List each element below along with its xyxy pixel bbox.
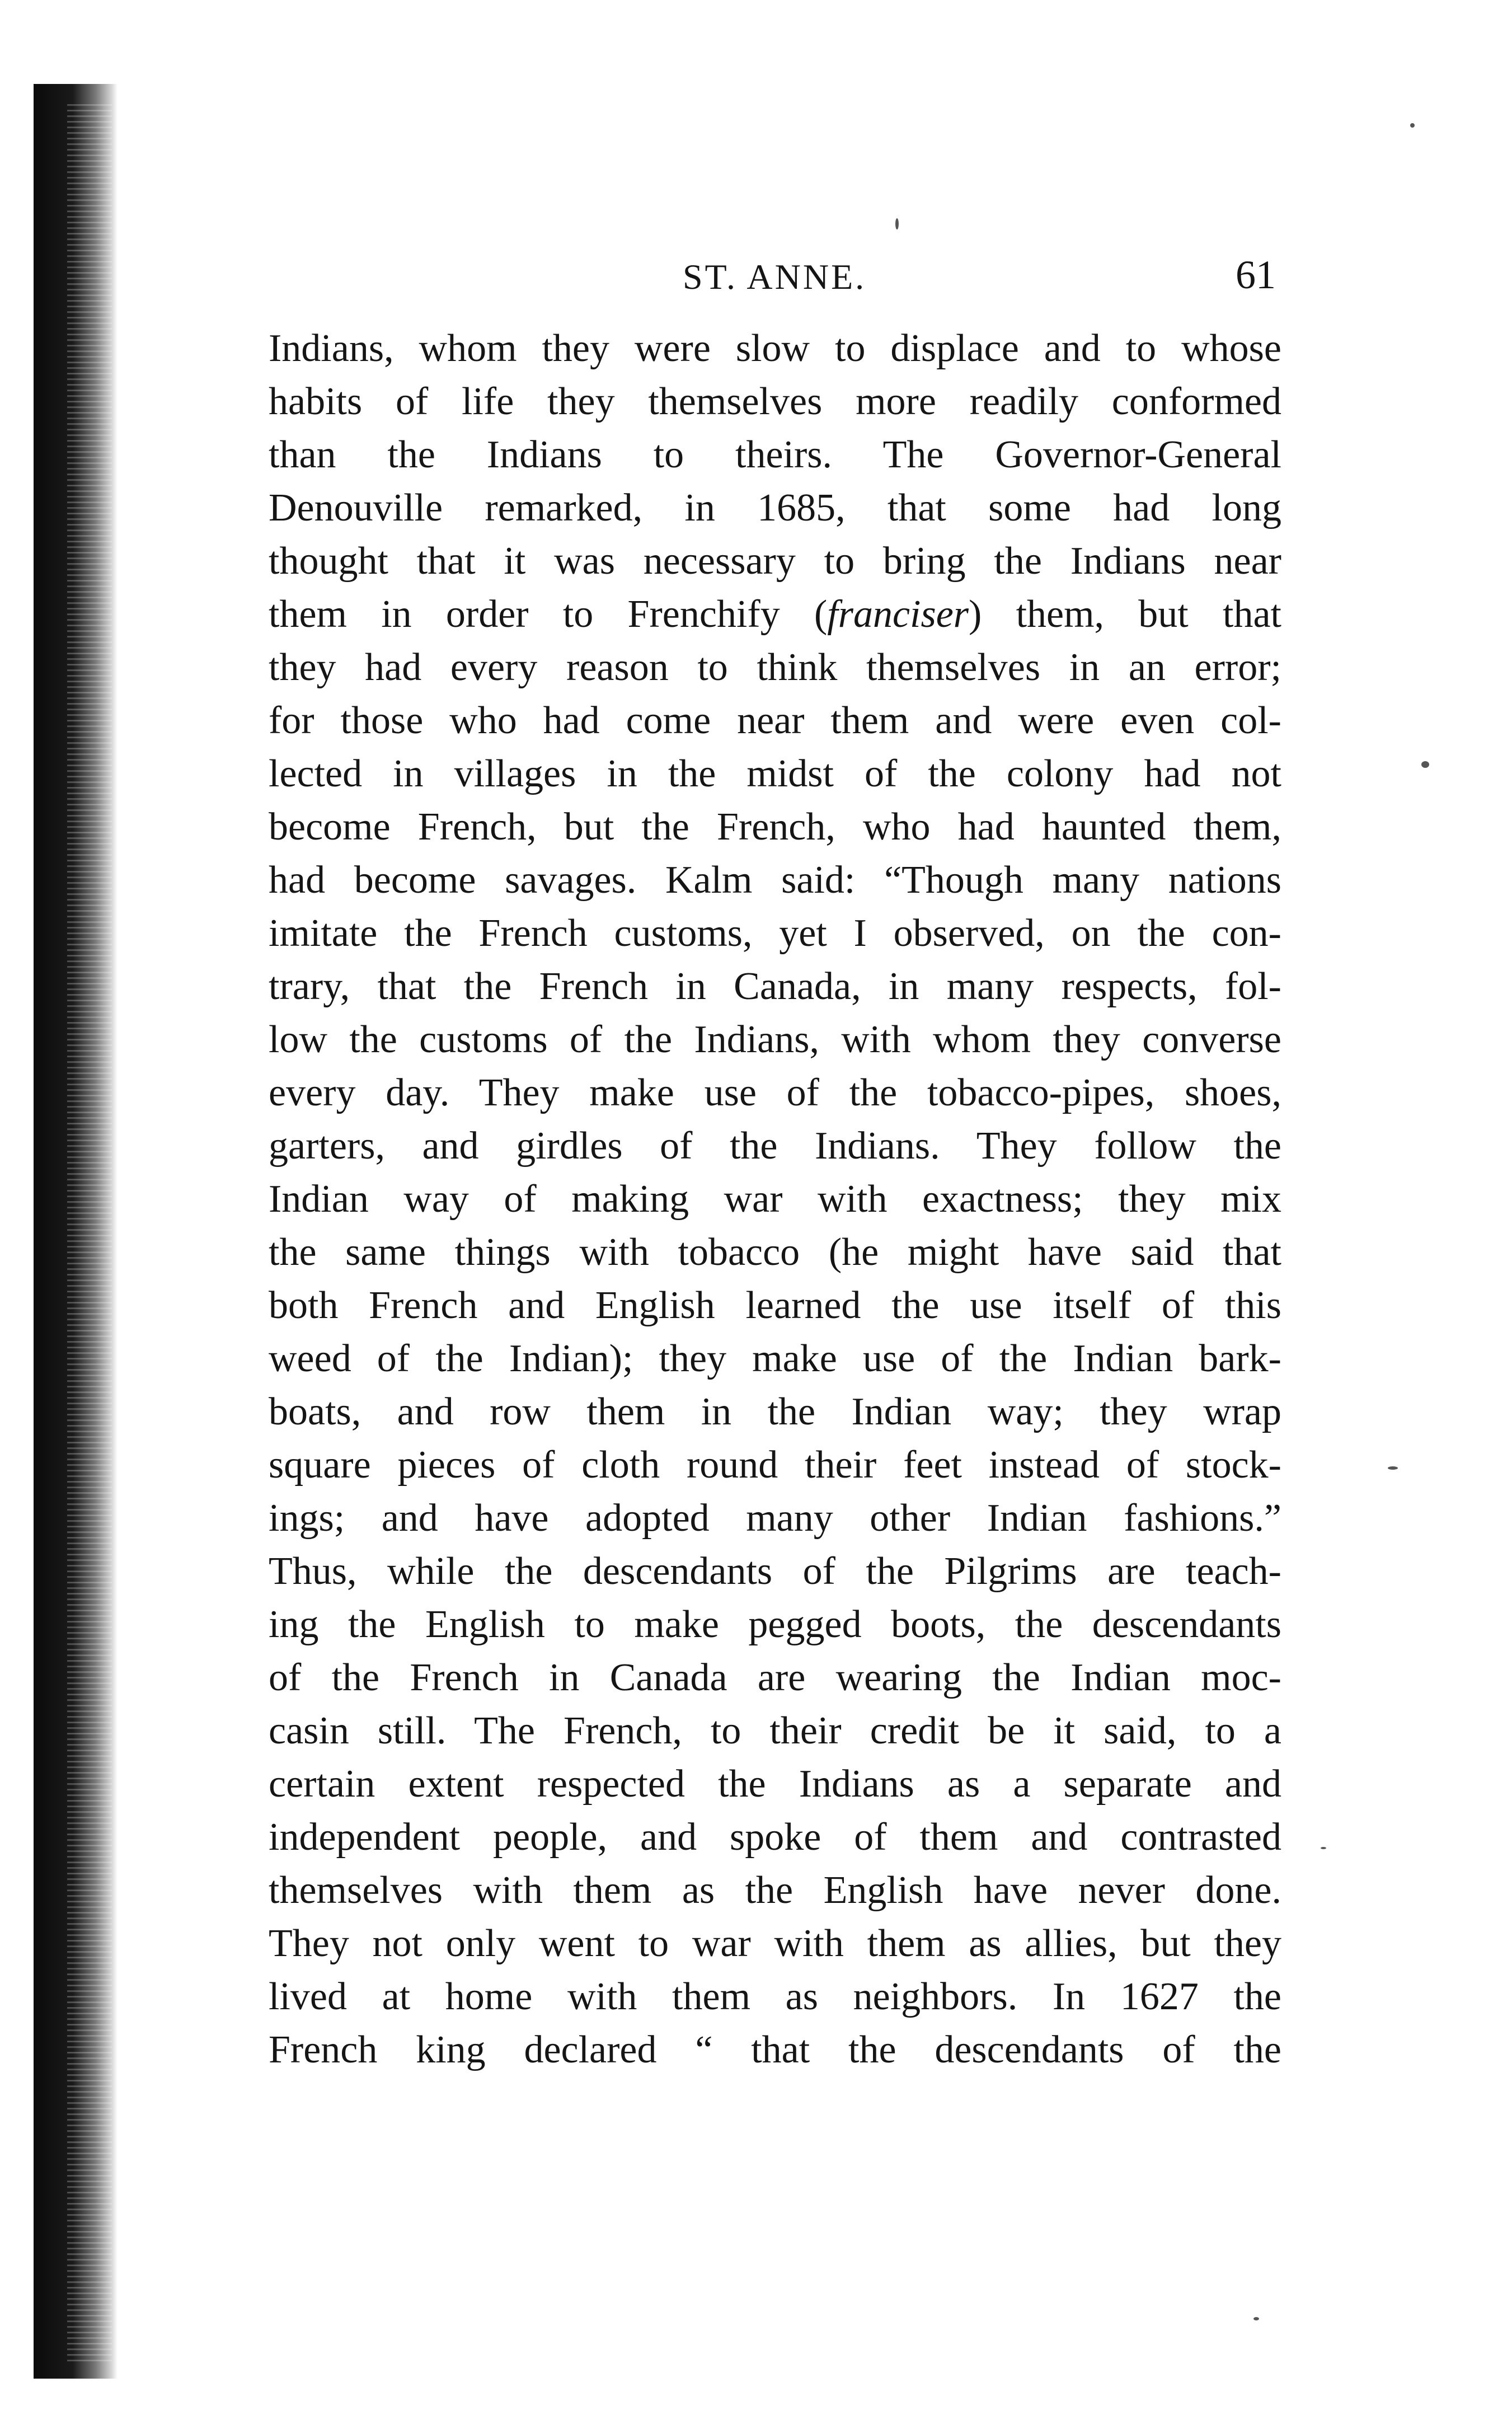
text-line: themselves with them as the English have never done. <box>269 1869 1281 1912</box>
text-line: thought that it was necessary to bring the Indians near <box>269 540 1281 583</box>
text-line: boats, and row them in the Indian way; they wrap <box>269 1390 1281 1433</box>
text-line: than the Indians to theirs. The Governor-General <box>269 433 1281 476</box>
text-line: Denouville remarked, in 1685, that some had long <box>269 486 1281 529</box>
text-line: the same things with tobacco (he might have said that <box>269 1231 1281 1274</box>
text-line: Thus, while the descendants of the Pilgrims are teach- <box>269 1550 1281 1593</box>
text-line: become French, but the French, who had haunted them, <box>269 805 1281 848</box>
text-line: for those who had come near them and were even col- <box>269 699 1281 742</box>
text-line: lected in villages in the midst of the colony had not <box>269 752 1281 795</box>
text-line: they had every reason to think themselves in an error; <box>269 646 1281 689</box>
scan-speck <box>1410 123 1415 128</box>
text-line: lived at home with them as neighbors. In 1627 the <box>269 1975 1281 2018</box>
scan-speck <box>1253 2317 1259 2320</box>
text-line: low the customs of the Indians, with whom they converse <box>269 1018 1281 1061</box>
text-line: square pieces of cloth round their feet instead of stock- <box>269 1443 1281 1487</box>
text-line: certain extent respected the Indians as a separate and <box>269 1762 1281 1806</box>
page-binding-texture <box>67 101 112 2362</box>
text-line: independent people, and spoke of them and contrasted <box>269 1816 1281 1859</box>
text-line: casin still. The French, to their credit be it said, to a <box>269 1709 1281 1752</box>
running-header <box>269 246 1276 308</box>
text-line: garters, and girdles of the Indians. They follow the <box>269 1124 1281 1167</box>
scan-speck <box>1321 1847 1326 1849</box>
text-line: them in order to Frenchify (franciser) them, but that <box>269 593 1281 636</box>
scan-speck <box>1388 1466 1398 1470</box>
page-number: 61 <box>1236 252 1276 297</box>
text-line: trary, that the French in Canada, in many respects, fol- <box>269 965 1281 1008</box>
text-line: ings; and have adopted many other Indian fashions.” <box>269 1497 1281 1540</box>
text-line: every day. They make use of the tobacco-pipes, shoes, <box>269 1071 1281 1114</box>
text-line: Indians, whom they were slow to displace and to whose <box>269 327 1281 370</box>
scan-speck <box>895 218 899 229</box>
text-line: weed of the Indian); they make use of the Indian bark- <box>269 1337 1281 1380</box>
text-line: They not only went to war with them as allies, but they <box>269 1922 1281 1965</box>
text-line: habits of life they themselves more readily conformed <box>269 380 1281 423</box>
text-line: French king declared “ that the descendants of the <box>269 2028 1281 2071</box>
text-line: had become savages. Kalm said: “Though many nations <box>269 859 1281 902</box>
text-line: Indian way of making war with exactness; they mix <box>269 1178 1281 1221</box>
text-line: both French and English learned the use itself of this <box>269 1284 1281 1327</box>
text-line: of the French in Canada are wearing the Indian moc- <box>269 1656 1281 1699</box>
text-line: ing the English to make pegged boots, the descendants <box>269 1603 1281 1646</box>
running-title: ST. ANNE. <box>683 257 867 297</box>
scan-speck <box>1421 761 1429 768</box>
body-text <box>269 322 1281 2076</box>
text-line: imitate the French customs, yet I observed, on the con- <box>269 912 1281 955</box>
